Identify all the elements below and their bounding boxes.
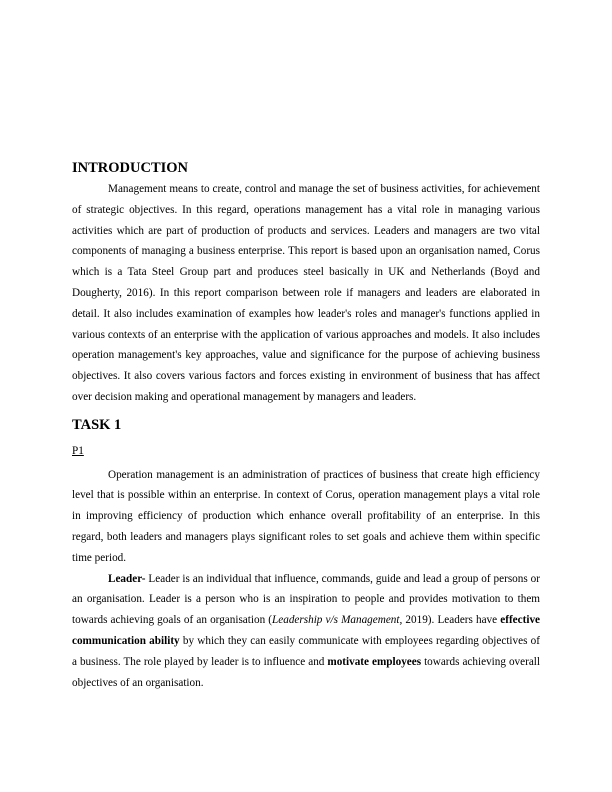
leader-bold-motivate: motivate employees xyxy=(327,655,422,668)
introduction-paragraph: Management means to create, control and manage the set of business activities, for achievement of strategic objectives. In this regard, operations management has a vital role in managing various activities which are part of production of products and services. Leaders and managers are two vital components of managing a business enterprise. This report is based upon an organisation named, Corus which is a Tata Steel Group part and produces steel basically in UK and Netherlands (Boyd and Dougherty, 2016). In this report comparison between role if managers and leaders are elaborated in detail. It also includes examination of examples how leader's roles and manager's functions applied in various contexts of an enterprise with the application of various approaches and models. It also includes operation management's key approaches, value and significance for the purpose of achieving business objectives. It also covers various factors and forces existing in environment of business that has affect over decision making and operational management by managers and leaders. xyxy=(72,183,540,403)
p1-subheading: P1 xyxy=(72,444,84,457)
leader-citation-title: Leadership v/s Management, xyxy=(272,614,403,627)
task1-heading: TASK 1 xyxy=(72,416,122,433)
introduction-heading: INTRODUCTION xyxy=(72,160,189,176)
leader-text-1: Leader is an individual that influence, commands, guide and lead a group of persons or an organisation. Leader is a person who is an inspiration to people and provides motivation to them towards achieving goals of an organisation ( xyxy=(72,572,540,627)
document-page xyxy=(72,158,540,693)
leader-text-4: towards achieving overall objectives of an organisation. xyxy=(72,655,540,689)
leader-bold-communication: effective communication ability xyxy=(72,614,541,647)
leader-text-3: by which they can easily communicate with employees regarding objectives of a business. The role played by leader is to influence and xyxy=(72,634,540,668)
leader-text-2: 2019). Leaders have xyxy=(402,614,501,627)
leader-paragraph xyxy=(72,569,540,694)
task1-paragraph: Operation management is an administration of practices of business that create high efficiency level that is possible within an enterprise. In context of Corus, operation management plays a vital role in improving efficiency of production which enhance overall profitability of an enterprise. In this regard, both leaders and managers plays significant roles to set goals and achieve them within specific time period. xyxy=(72,468,540,564)
leader-label: Leader- xyxy=(108,572,146,585)
